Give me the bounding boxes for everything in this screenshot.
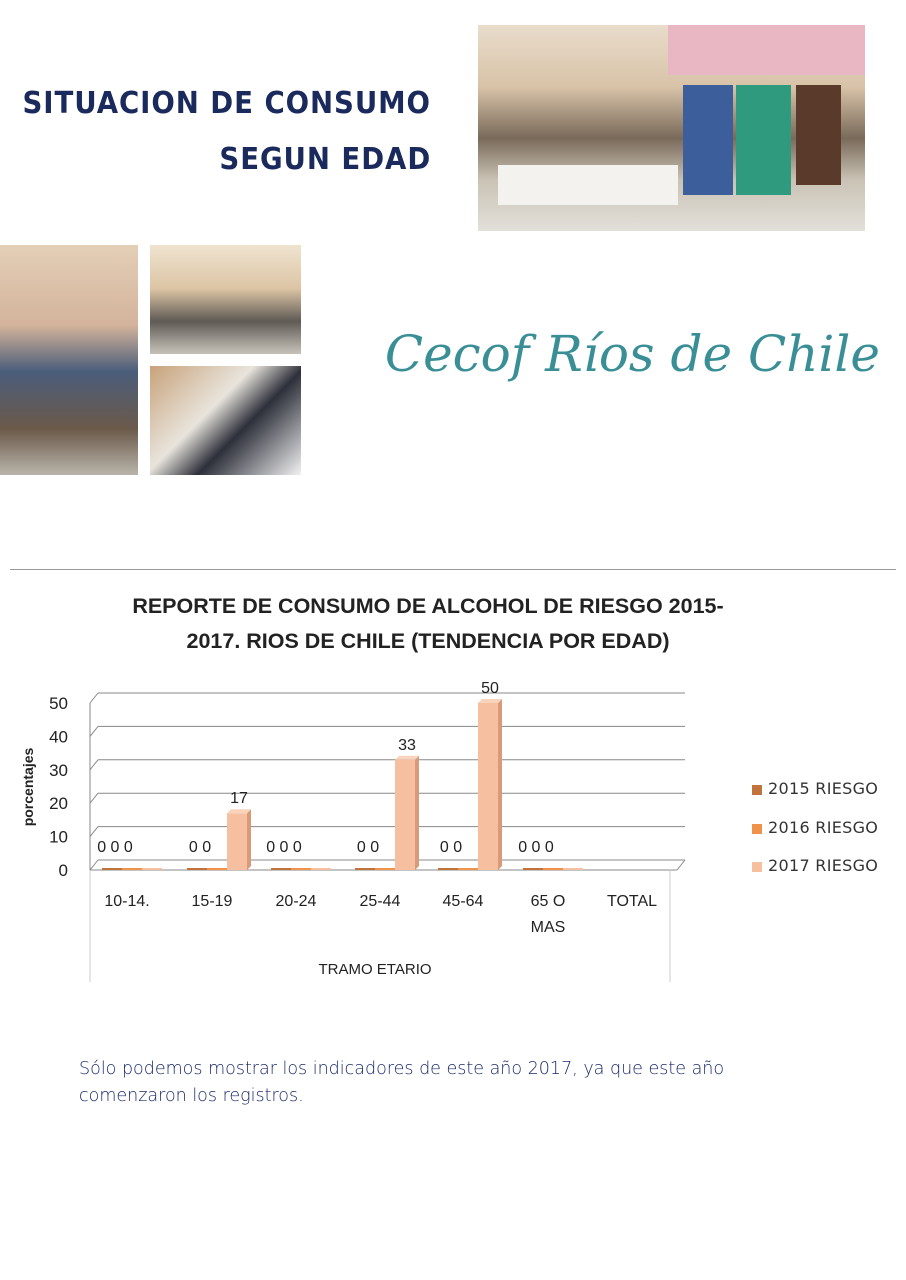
grid-depth-line [90, 860, 98, 870]
bar-top [227, 809, 251, 813]
page-title-line1: SITUACION DE CONSUMO [22, 86, 431, 121]
bar-2015 [355, 868, 375, 870]
y-axis-label: porcentajes [20, 747, 36, 827]
x-tick-label: 45-64 [442, 893, 484, 910]
x-tick-label: 65 O [530, 893, 566, 910]
bar-2015 [271, 868, 291, 870]
legend-swatch-2017 [752, 862, 762, 872]
event-photo-bottom-right [150, 366, 301, 475]
x-axis-label: TRAMO ETARIO [318, 961, 432, 978]
page-title-line2: SEGUN EDAD [219, 142, 431, 177]
y-tick-label: 40 [49, 727, 68, 747]
data-label: 50 [481, 680, 499, 697]
bar-side [498, 699, 502, 870]
event-photo-main [478, 25, 865, 231]
bar-2016 [543, 868, 563, 870]
rollup-banner-shape [683, 85, 733, 195]
y-tick-label: 10 [49, 827, 68, 847]
divider [10, 569, 896, 570]
legend-item-2016 [752, 818, 878, 837]
chart-title-line1: REPORTE DE CONSUMO DE ALCOHOL DE RIESGO 2015- [132, 594, 724, 618]
footnote: Sólo podemos mostrar los indicadores de este año 2017, ya que este año comenzaron los registros. [79, 1059, 725, 1106]
grid-depth-line [90, 726, 98, 736]
x-tick-label: TOTAL [606, 893, 658, 910]
data-label-zeros: 0 0 0 [266, 839, 302, 856]
y-tick-label: 0 [58, 861, 68, 880]
grid-depth-line [90, 693, 98, 703]
data-label-zeros: 0 0 [356, 839, 380, 856]
table-shape [498, 165, 678, 205]
bar-2016 [458, 868, 478, 870]
bar-2017 [395, 760, 415, 870]
bar-2017 [478, 703, 498, 870]
floor-edge [677, 860, 685, 870]
bar-2015 [523, 868, 543, 870]
bar-chart [0, 660, 720, 990]
legend-label: 2015 RIESGO [768, 779, 879, 798]
data-label-zeros: 0 0 0 [518, 839, 554, 856]
bar-top [395, 756, 419, 760]
y-tick-label: 30 [49, 760, 68, 780]
x-tick-label: 15-19 [191, 893, 233, 910]
chart-title-line2: 2017. RIOS DE CHILE (TENDENCIA POR EDAD) [186, 629, 670, 653]
bar-2016 [207, 868, 227, 870]
bar-side [247, 809, 251, 870]
data-label: 17 [230, 790, 248, 808]
grid-depth-line [90, 760, 98, 770]
y-tick-label: 20 [49, 794, 68, 814]
legend-swatch-2016 [752, 824, 762, 834]
rollup-banner-shape [796, 85, 841, 185]
legend-item-2017 [752, 856, 878, 875]
x-tick-label: MAS [530, 919, 566, 936]
legend-label: 2017 RIESGO [768, 856, 879, 875]
bar-side [415, 756, 419, 870]
data-label-zeros: 0 0 [439, 839, 463, 856]
bar-2017 [227, 813, 247, 870]
data-label-zeros: 0 0 0 [97, 839, 133, 856]
legend-item-2015 [752, 779, 878, 798]
x-tick-label: 20-24 [275, 893, 317, 910]
x-tick-label: 10-14. [104, 893, 150, 910]
data-label: 33 [398, 736, 416, 754]
bar-2017 [142, 868, 162, 870]
brand-logo-text: Cecof Ríos de Chile [384, 325, 880, 383]
y-tick-label: 50 [49, 694, 68, 713]
rollup-banner-shape [736, 85, 791, 195]
bar-2016 [375, 868, 395, 870]
bar-2017 [563, 868, 583, 870]
grid-depth-line [90, 827, 98, 837]
x-tick-label: 25-44 [359, 893, 401, 910]
event-photo-top-right [150, 245, 301, 354]
bar-2016 [122, 868, 142, 870]
bar-2015 [102, 868, 122, 870]
bar-2015 [187, 868, 207, 870]
bar-2016 [291, 868, 311, 870]
bar-top [478, 699, 502, 703]
legend-swatch-2015 [752, 785, 762, 795]
event-photo-left [0, 245, 138, 475]
grid-depth-line [90, 793, 98, 803]
data-label-zeros: 0 0 [188, 839, 212, 856]
legend-label: 2016 RIESGO [768, 818, 879, 837]
bar-2015 [438, 868, 458, 870]
bar-2017 [311, 868, 331, 870]
banner-shape [668, 25, 865, 75]
